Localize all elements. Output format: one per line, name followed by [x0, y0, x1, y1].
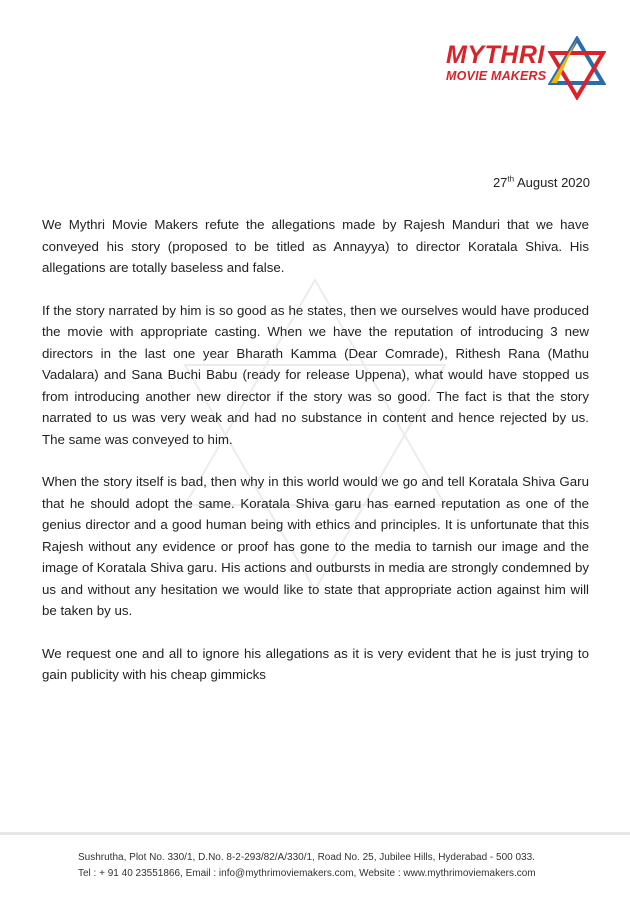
company-logo [446, 36, 608, 102]
date-day: 27 [492, 175, 508, 190]
letterhead-footer [78, 850, 568, 882]
letter-body [42, 214, 589, 707]
footer-address: Sushrutha, Plot No. 330/1, D.No. 8-2-293/82/A/330/1, Road No. 25, Jubilee Hills, Hyderabad - 500 033. [78, 852, 535, 863]
logo-name: MYTHRI [446, 41, 545, 69]
date-month-year: August 2020 [514, 175, 590, 190]
star-logo-icon [548, 36, 606, 100]
letter-date [493, 175, 590, 190]
paragraph-4: We request one and all to ignore his allegations as it is very evident that he is just trying to gain publicity with his cheap gimmicks [42, 645, 589, 682]
logo-subtitle: MOVIE MAKERS [446, 69, 547, 83]
paragraph-3: When the story itself is bad, then why in this world would we go and tell Koratala Shiva Garu that he should adopt the same. Koratala Shiva garu has earned reputation as one of the genius director and a good human being with ethics and principles. It is unfortunate that this Rajesh without any evidence or proof has gone to the media to tarnish our image and the image of Koratala Shiva garu. His actions and outbursts in media are strongly condemned by us and without any hesitation we would like to state that appropriate action against him will be taken by us. [42, 474, 589, 618]
paragraph-1: We Mythri Movie Makers refute the allegations made by Rajesh Manduri that we have conveyed his story (proposed to be titled as Annayya) to director Koratala Shiva. His allegations are totally baseless and false. [42, 217, 589, 275]
footer-divider [0, 832, 630, 835]
paragraph-2: If the story narrated by him is so good as he states, then we ourselves would have produced the movie with appropriate casting. When we have the reputation of introducing 3 new directors in the last one year Bharath Kamma (Dear Comrade), Rithesh Rana (Mathu Vadalara) and Sana Buchi Babu (ready for release Uppena), what would have stopped us from introducing another new director if the story was so good. The fact is that the story narrated to us was very weak and had no substance in content and hence rejected by us. The same was conveyed to him. [42, 302, 589, 447]
date-suffix: th [507, 174, 515, 184]
footer-contact: Tel : + 91 40 23551866, Email : info@mythrimoviemakers.com, Website : www.mythrimoviemakers.com [78, 868, 536, 879]
